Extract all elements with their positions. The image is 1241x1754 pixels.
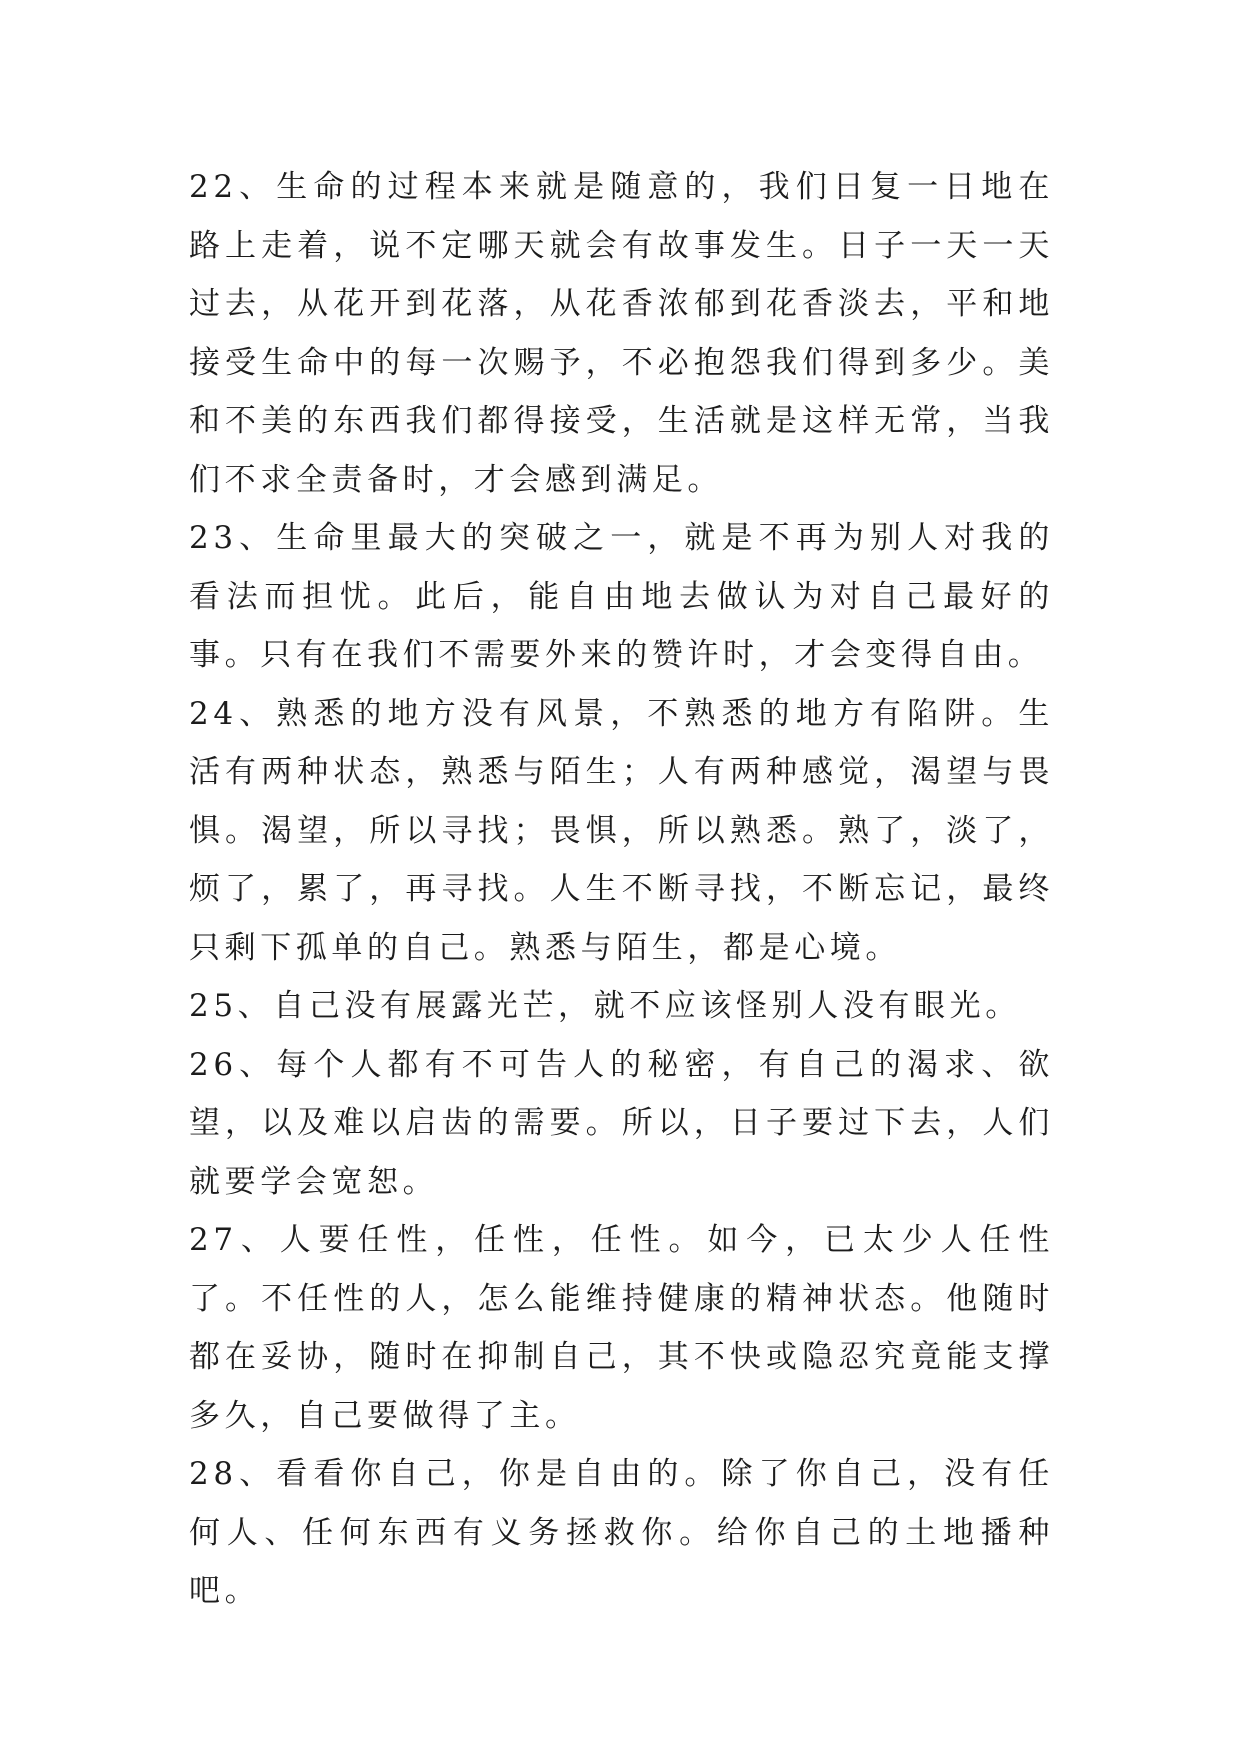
quote-entry-22: 22、生命的过程本来就是随意的，我们日复一日地在路上走着，说不定哪天就会有故事发生。日子一天一天过去，从花开到花落，从花香浓郁到花香淡去，平和地接受生命中的每一次赐予，不必抱怨我们得到多少。美和不美的东西我们都得接受，生活就是这样无常，当我们不求全责备时，才会感到满足。 [189,169,1054,498]
quote-entry-23: 23、生命里最大的突破之一，就是不再为别人对我的看法而担忧。此后，能自由地去做认为对自己最好的事。只有在我们不需要外来的赞许时，才会变得自由。 [189,520,1054,673]
quote-entry-28: 28、看看你自己，你是自由的。除了你自己，没有任何人、任何东西有义务拯救你。给你自己的土地播种吧。 [189,1456,1054,1609]
quote-entry-27: 27、人要任性，任性，任性。如今，已太少人任性了。不任性的人，怎么能维持健康的精神状态。他随时都在妥协，随时在抑制自己，其不快或隐忍究竟能支撑多久，自己要做得了主。 [189,1222,1054,1434]
quote-entry-24: 24、熟悉的地方没有风景，不熟悉的地方有陷阱。生活有两种状态，熟悉与陌生；人有两种感觉，渴望与畏惧。渴望，所以寻找；畏惧，所以熟悉。熟了，淡了，烦了，累了，再寻找。人生不断寻找，不断忘记，最终只剩下孤单的自己。熟悉与陌生，都是心境。 [189,695,1054,966]
document-body [189,158,1054,1621]
quote-entry-26: 26、每个人都有不可告人的秘密，有自己的渴求、欲望，以及难以启齿的需要。所以，日子要过下去，人们就要学会宽恕。 [189,1046,1054,1200]
quote-entry-25: 25、自己没有展露光芒，就不应该怪别人没有眼光。 [189,988,1021,1024]
